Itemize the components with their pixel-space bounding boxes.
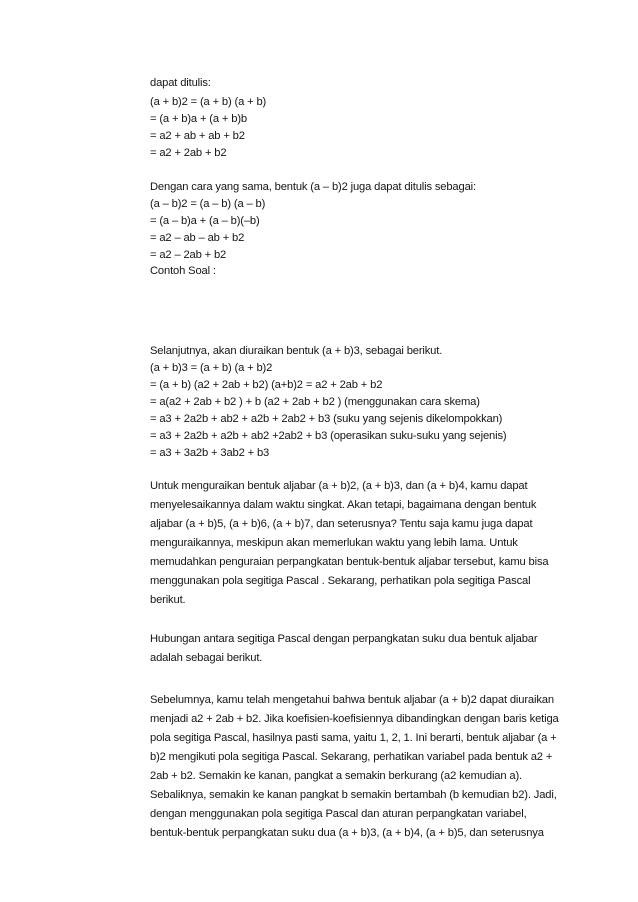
paragraph-line: Untuk menguraikan bentuk aljabar (a + b)2, (a + b)3, dan (a + b)4, kamu dapat (150, 480, 528, 492)
paragraph-line: aljabar (a + b)5, (a + b)6, (a + b)7, dan seterusnya? Tentu saja kamu juga dapat (150, 518, 533, 530)
formula-line: = a2 – ab – ab + b2 (150, 232, 245, 244)
paragraph-line: bentuk-bentuk perpangkatan suku dua (a + b)3, (a + b)4, (a + b)5, dan seterusnya (150, 827, 544, 839)
paragraph-line: b)2 mengikuti pola segitiga Pascal. Sekarang, perhatikan variabel pada bentuk a2 + (150, 751, 553, 763)
paragraph-line: Sebaliknya, semakin ke kanan pangkat b semakin bertambah (b kemudian b2). Jadi, (150, 789, 557, 801)
formula-line: = a2 + ab + ab + b2 (150, 130, 245, 142)
section-heading: Contoh Soal : (150, 265, 216, 277)
text-line: Selanjutnya, akan diuraikan bentuk (a + b)3, sebagai berikut. (150, 345, 443, 357)
paragraph-line: memudahkan penguraian perpangkatan bentuk-bentuk aljabar tersebut, kamu bisa (150, 556, 549, 568)
formula-line: = a3 + 3a2b + 3ab2 + b3 (150, 447, 270, 459)
paragraph-line: menggunakan pola segitiga Pascal . Sekarang, perhatikan pola segitiga Pascal (150, 575, 531, 587)
paragraph-line: menguraikannya, meskipun akan memerlukan waktu yang lebih lama. Untuk (150, 537, 518, 549)
paragraph-line: 2ab + b2. Semakin ke kanan, pangkat a semakin berkurang (a2 kemudian a). (150, 770, 522, 782)
text-line: Dengan cara yang sama, bentuk (a – b)2 juga dapat ditulis sebagai: (150, 181, 476, 193)
formula-line: = a3 + 2a2b + ab2 + a2b + 2ab2 + b3 (suku yang sejenis dikelompokkan) (150, 413, 503, 425)
formula-line: (a – b)2 = (a – b) (a – b) (150, 198, 266, 210)
formula-line: = (a + b)a + (a + b)b (150, 113, 247, 125)
paragraph-line: adalah sebagai berikut. (150, 652, 263, 664)
formula-line: (a + b)2 = (a + b) (a + b) (150, 96, 267, 108)
paragraph-line: berikut. (150, 594, 186, 606)
formula-line: = a3 + 2a2b + a2b + ab2 +2ab2 + b3 (operasikan suku-suku yang sejenis) (150, 430, 507, 442)
text-line: dapat ditulis: (150, 77, 211, 89)
paragraph-line: Sebelumnya, kamu telah mengetahui bahwa bentuk aljabar (a + b)2 dapat diuraikan (150, 694, 554, 706)
formula-line: = (a + b) (a2 + 2ab + b2) (a+b)2 = a2 + 2ab + b2 (150, 379, 383, 391)
formula-line: = (a – b)a + (a – b)(–b) (150, 215, 260, 227)
paragraph-line: menjadi a2 + 2ab + b2. Jika koefisien-koefisiennya dibandingkan dengan baris ketiga (150, 713, 559, 725)
paragraph-line: pola segitiga Pascal, hasilnya pasti sama, yaitu 1, 2, 1. Ini berarti, bentuk aljabar (a + (150, 732, 557, 744)
formula-line: (a + b)3 = (a + b) (a + b)2 (150, 362, 273, 374)
paragraph-line: Hubungan antara segitiga Pascal dengan perpangkatan suku dua bentuk aljabar (150, 633, 538, 645)
paragraph-line: menyelesaikannya dalam waktu singkat. Akan tetapi, bagaimana dengan bentuk (150, 499, 537, 511)
formula-line: = a(a2 + 2ab + b2 ) + b (a2 + 2ab + b2 ) (menggunakan cara skema) (150, 396, 480, 408)
formula-line: = a2 + 2ab + b2 (150, 147, 227, 159)
formula-line: = a2 – 2ab + b2 (150, 249, 227, 261)
paragraph-line: dengan menggunakan pola segitiga Pascal dan aturan perpangkatan variabel, (150, 808, 527, 820)
